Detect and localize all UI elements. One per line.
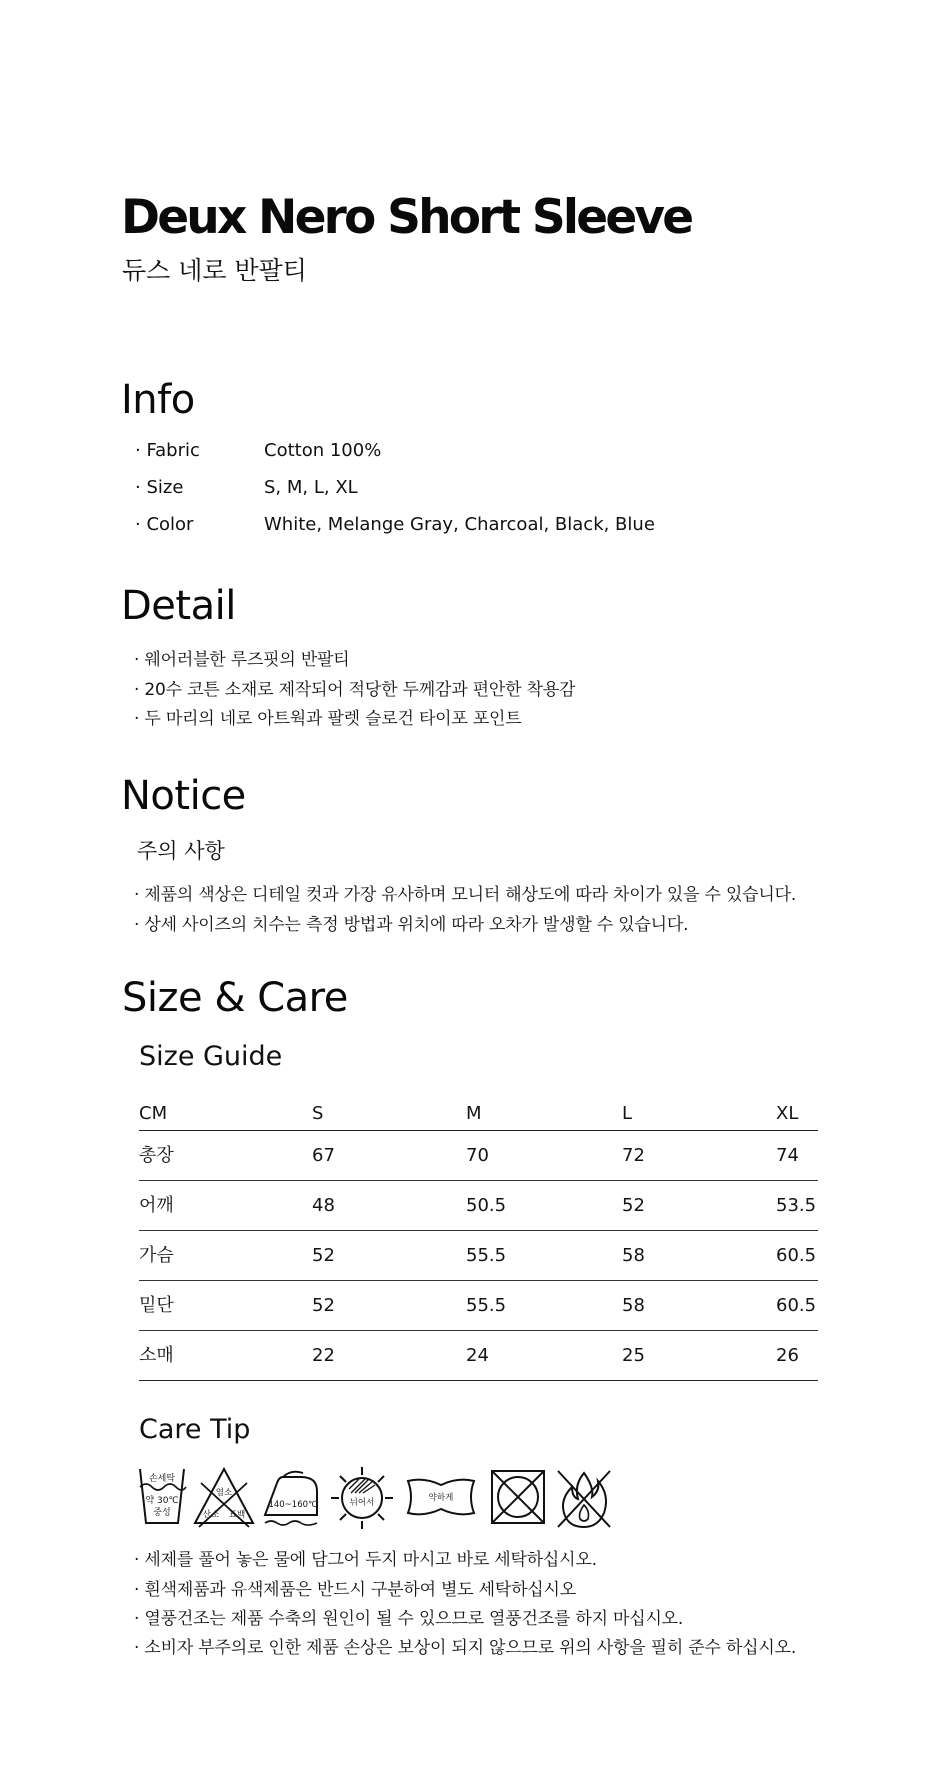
notice-line-2: · 상세 사이즈의 치수는 측정 방법과 위치에 따라 오차가 발생할 수 있습니다.: [134, 915, 689, 935]
care-line-4: · 소비자 부주의로 인한 제품 손상은 보상이 되지 않으므로 위의 사항을 필히 준수 하십시오.: [134, 1638, 797, 1658]
table-row: [139, 1331, 818, 1381]
table-cell: 가슴: [139, 1244, 174, 1266]
info-value-fabric: Cotton 100%: [264, 440, 382, 461]
info-value-size: S, M, L, XL: [264, 477, 358, 498]
table-cell: 밑단: [139, 1294, 174, 1316]
table-cell: 어깨: [139, 1194, 174, 1216]
table-header-cell: XL: [776, 1103, 799, 1124]
product-subtitle: 듀스 네로 반팔티: [122, 256, 307, 285]
table-row: [139, 1231, 818, 1281]
care-line-3: · 열풍건조는 제품 수축의 원인이 될 수 있으므로 열풍건조를 하지 마십시오.: [134, 1609, 684, 1629]
no-dry-clean-icon: [554, 1465, 614, 1531]
notice-subheading: 주의 사항: [137, 839, 225, 863]
table-cell: 26: [776, 1344, 799, 1366]
detail-heading: Detail: [121, 583, 236, 629]
bleach-whitening-text: 표백: [228, 1510, 246, 1520]
table-cell: 48: [312, 1194, 335, 1216]
bleach-chlorine-text: 염소: [215, 1488, 233, 1498]
table-cell: 58: [622, 1294, 645, 1316]
info-label-size: · Size: [135, 477, 184, 498]
size-care-heading: Size & Care: [122, 975, 348, 1021]
table-cell: 52: [312, 1244, 335, 1266]
hand-wash-icon: [136, 1465, 188, 1529]
dry-flat-text: 뉘어서: [349, 1498, 375, 1508]
dry-flat-icon: [329, 1465, 395, 1531]
hand-wash-neutral-text: 중성: [153, 1508, 171, 1518]
table-cell: 60.5: [776, 1294, 817, 1316]
table-cell: 25: [622, 1344, 645, 1366]
table-cell: 55.5: [466, 1294, 507, 1316]
detail-line-2: · 20수 코튼 소재로 제작되어 적당한 두께감과 편안한 착용감: [134, 680, 576, 700]
info-heading: Info: [121, 377, 195, 423]
table-cell: 58: [622, 1244, 645, 1266]
table-header-cell: M: [466, 1103, 482, 1124]
bleach-oxygen-text: 산소: [202, 1510, 220, 1520]
table-cell: 72: [622, 1144, 645, 1166]
iron-temp-text: 140~160℃: [268, 1500, 318, 1510]
info-label-color: · Color: [135, 514, 194, 535]
notice-line-1: · 제품의 색상은 디테일 컷과 가장 유사하며 모니터 해상도에 따라 차이가 있을 수 있습니다.: [134, 885, 797, 905]
table-cell: 총장: [139, 1144, 174, 1166]
care-line-1: · 세제를 풀어 놓은 물에 담그어 두지 마시고 바로 세탁하십시오.: [134, 1550, 597, 1570]
info-value-color: White, Melange Gray, Charcoal, Black, Blue: [264, 514, 655, 535]
wring-gently-text: 약하게: [428, 1493, 454, 1503]
detail-line-3: · 두 마리의 네로 아트웍과 팔렛 슬로건 타이포 포인트: [134, 709, 522, 729]
table-row: [139, 1281, 818, 1331]
hand-wash-top-text: 손세탁: [148, 1474, 176, 1484]
iron-icon: [261, 1465, 321, 1529]
info-label-fabric: · Fabric: [135, 440, 200, 461]
table-header-cell: S: [312, 1103, 324, 1124]
table-cell: 22: [312, 1344, 335, 1366]
table-cell: 소매: [139, 1344, 174, 1366]
table-header-row: [139, 1090, 818, 1131]
size-guide-table: [139, 1090, 818, 1381]
table-cell: 53.5: [776, 1194, 817, 1216]
table-cell: 52: [622, 1194, 645, 1216]
product-title: Deux Nero Short Sleeve: [121, 190, 692, 245]
detail-line-1: · 웨어러블한 루즈핏의 반팔티: [134, 650, 350, 670]
table-header-cell: L: [622, 1103, 633, 1124]
no-bleach-icon: [191, 1465, 257, 1529]
wring-gently-icon: [404, 1465, 478, 1529]
table-header-cell: CM: [139, 1103, 168, 1124]
notice-heading: Notice: [121, 773, 246, 819]
size-guide-heading: Size Guide: [139, 1041, 283, 1072]
care-line-2: · 흰색제품과 유색제품은 반드시 구분하여 별도 세탁하십시오: [134, 1580, 576, 1600]
table-cell: 67: [312, 1144, 335, 1166]
table-cell: 50.5: [466, 1194, 507, 1216]
table-cell: 60.5: [776, 1244, 817, 1266]
table-cell: 24: [466, 1344, 489, 1366]
care-tip-heading: Care Tip: [139, 1414, 251, 1445]
table-cell: 55.5: [466, 1244, 507, 1266]
table-row: [139, 1181, 818, 1231]
no-tumble-dry-icon: [488, 1465, 548, 1529]
table-cell: 70: [466, 1144, 489, 1166]
hand-wash-temp-text: 약 30℃: [145, 1496, 179, 1506]
table-row: [139, 1131, 818, 1181]
table-cell: 52: [312, 1294, 335, 1316]
table-cell: 74: [776, 1144, 799, 1166]
